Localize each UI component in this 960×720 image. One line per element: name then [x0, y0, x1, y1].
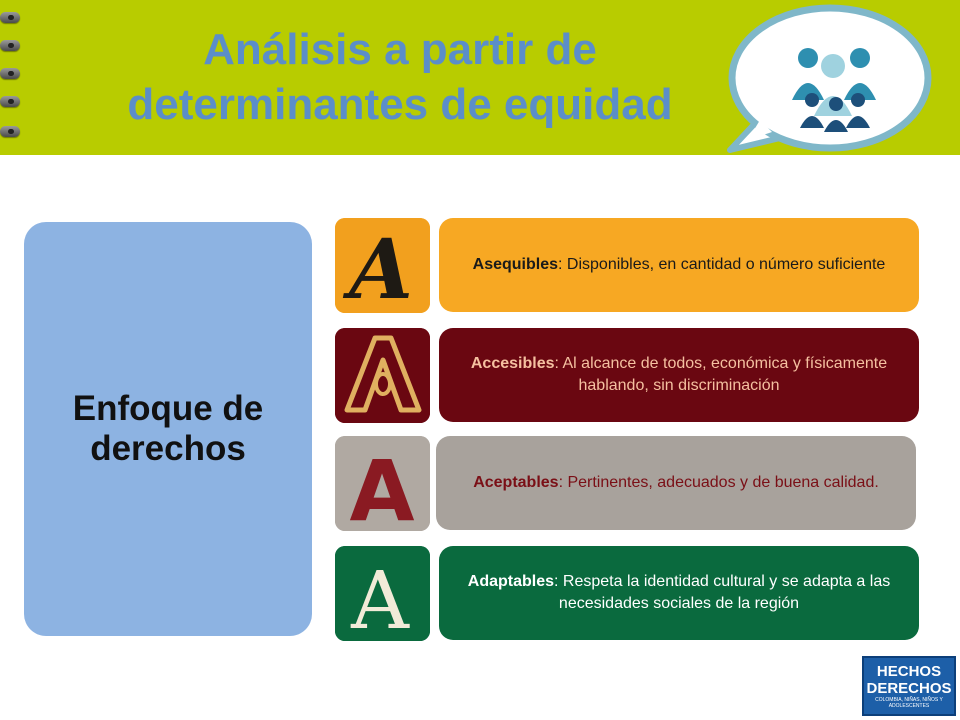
item-desc: : Pertinentes, adecuados y de buena calidad.	[558, 474, 879, 491]
svg-text:A: A	[349, 222, 413, 313]
item-aceptables	[436, 436, 916, 530]
hechos-derechos-logo	[862, 656, 956, 716]
binder-ring	[0, 96, 20, 107]
item-desc: : Disponibles, en cantidad o número suficiente	[558, 256, 886, 273]
title-line-1: Análisis a partir de	[203, 25, 597, 74]
item-asequibles	[439, 218, 919, 312]
item-desc: : Respeta la identidad cultural y se adapta a las necesidades sociales de la región	[554, 573, 891, 612]
binder-ring	[0, 68, 20, 79]
rights-approach-panel	[24, 222, 312, 636]
svg-text:A: A	[349, 442, 415, 531]
letter-a-maroon-icon	[335, 328, 430, 423]
logo-line-2: DERECHOS	[866, 680, 952, 697]
logo-tagline: COLOMBIA, NIÑAS, NIÑOS Y ADOLESCENTES	[875, 697, 943, 709]
item-adaptables	[439, 546, 919, 640]
item-desc: : Al alcance de todos, económica y físicamente hablando, sin discriminación	[554, 355, 888, 394]
item-term: Aceptables	[473, 474, 559, 491]
letter-a-gray-icon	[335, 436, 430, 531]
item-accesibles	[439, 328, 919, 422]
binder-ring	[0, 12, 20, 23]
svg-text:A: A	[351, 554, 409, 641]
speech-bubble-icon	[700, 0, 955, 180]
item-term: Accesibles	[470, 355, 555, 372]
title-line-2: determinantes de equidad	[127, 80, 673, 129]
binder-ring	[0, 40, 20, 51]
logo-line-1: HECHOS	[876, 663, 942, 680]
letter-a-orange-icon	[335, 218, 430, 313]
binder-ring	[0, 126, 20, 137]
page-title	[90, 22, 710, 132]
item-term: Adaptables	[467, 573, 555, 590]
item-term: Asequibles	[472, 256, 559, 273]
letter-a-green-icon	[335, 546, 430, 641]
rights-approach-label: Enfoque de derechos	[72, 389, 264, 468]
